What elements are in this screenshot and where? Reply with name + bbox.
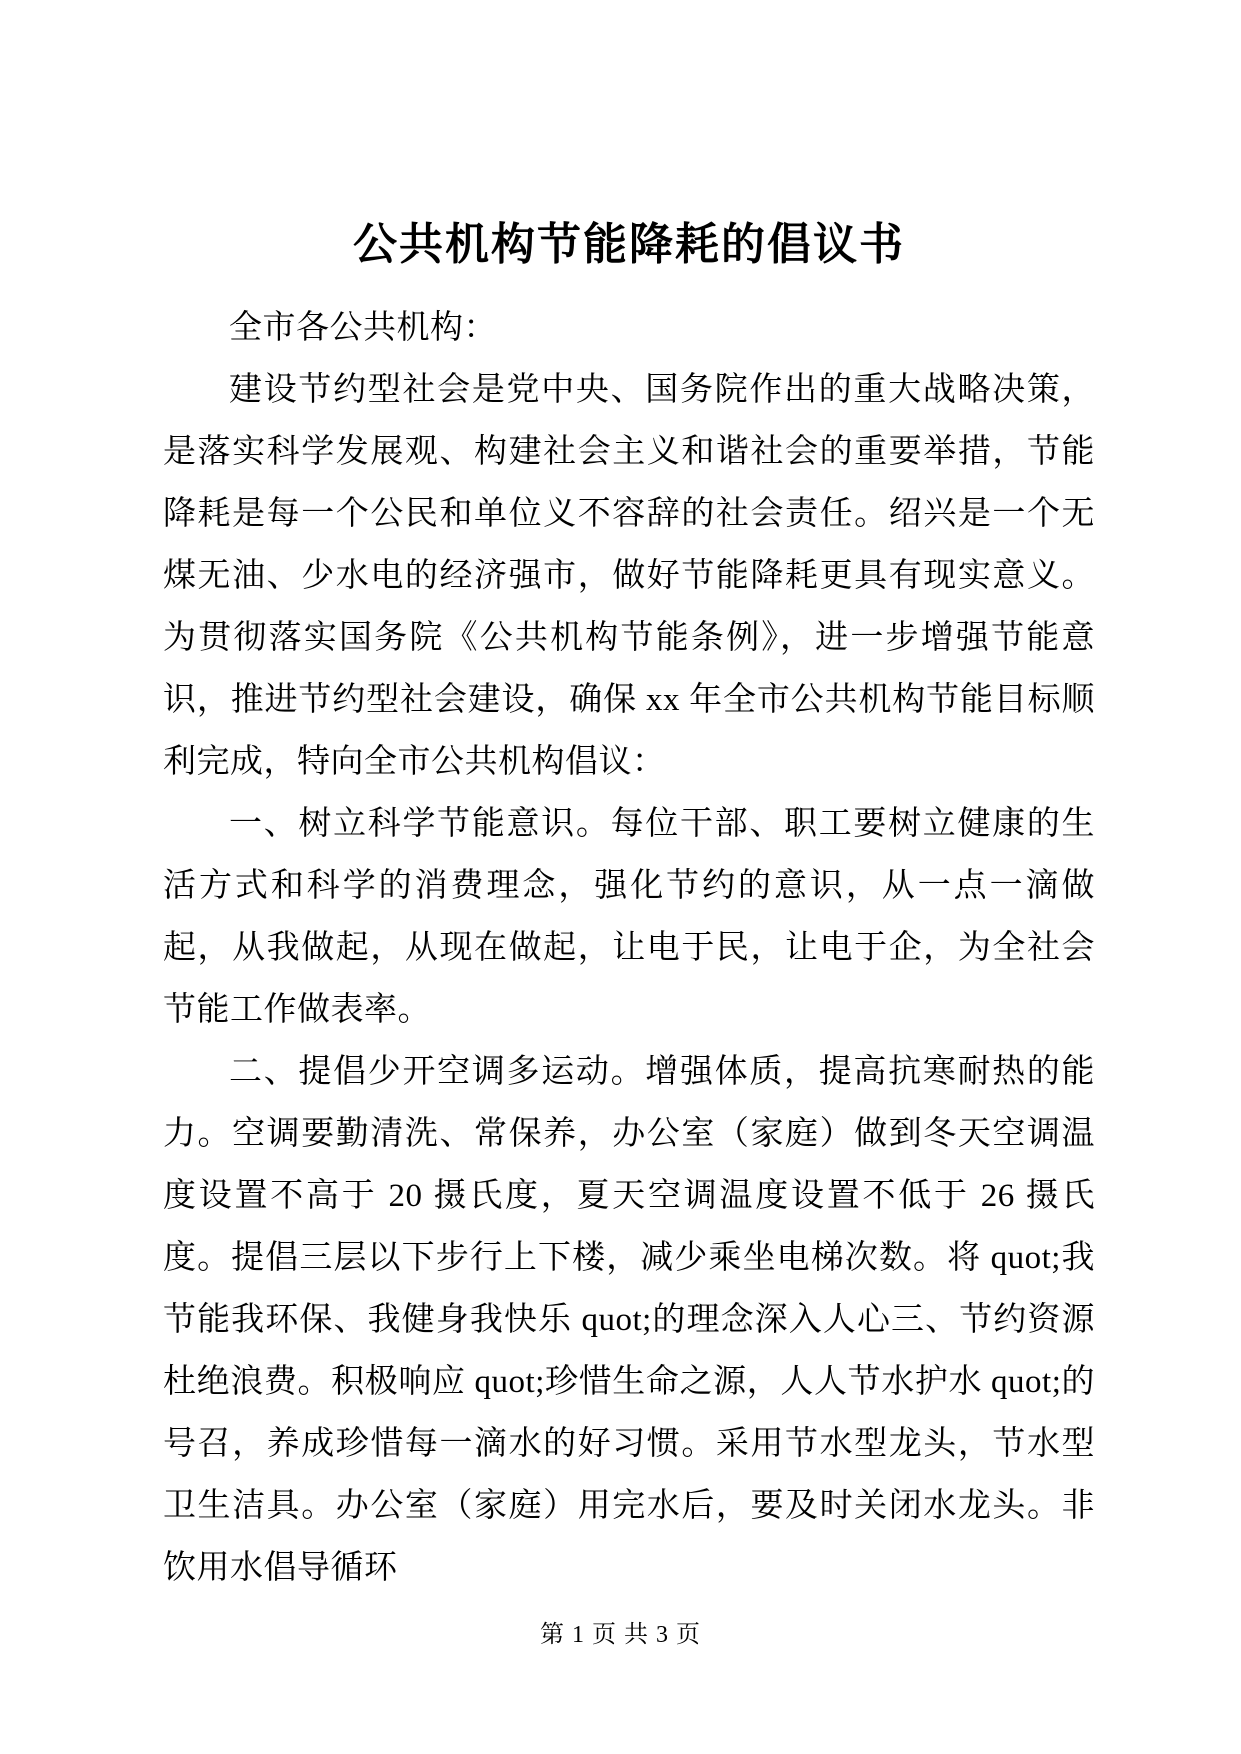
document-body (163, 297, 1095, 1599)
page-number-indicator: 第 1 页 共 3 页 (540, 1622, 701, 1648)
paragraph-salutation: 全市各公共机构： (229, 310, 497, 346)
paragraph-intro: 建设节约型社会是党中央、国务院作出的重大战略决策，是落实科学发展观、构建社会主义和谐社会的重要举措，节能降耗是每一个公民和单位义不容辞的社会责任。绍兴是一个无煤无油、少水电的经济强市，做好节能降耗更具有现实意义。为贯彻落实国务院《公共机构节能条例》，进一步增强节能意识，推进节约型社会建设，确保 xx 年全市公共机构节能目标顺利完成，特向全市公共机构倡议： (163, 372, 1095, 780)
page-footer (0, 1620, 1241, 1650)
document-title: 公共机构节能降耗的倡议书 (353, 220, 905, 269)
paragraph-point-1: 一、树立科学节能意识。每位干部、职工要树立健康的生活方式和科学的消费理念，强化节约的意识，从一点一滴做起，从我做起，从现在做起，让电于民，让电于企，为全社会节能工作做表率。 (163, 806, 1095, 1028)
paragraph-point-2: 二、提倡少开空调多运动。增强体质，提高抗寒耐热的能力。空调要勤清洗、常保养，办公室（家庭）做到冬天空调温度设置不高于 20 摄氏度，夏天空调温度设置不低于 26 摄氏度。提倡三层以下步行上下楼，减少乘坐电梯次数。将 quot;我节能我环保、我健身我快乐 quot;的理念深入人心三、节约资源杜绝浪费。积极响应 quot;珍惜生命之源，人人节水护水 quot;的号召，养成珍惜每一滴水的好习惯。采用节水型龙头，节水型卫生洁具。办公室（家庭）用完水后，要及时关闭水龙头。非饮用水倡导循环 (163, 1054, 1095, 1586)
